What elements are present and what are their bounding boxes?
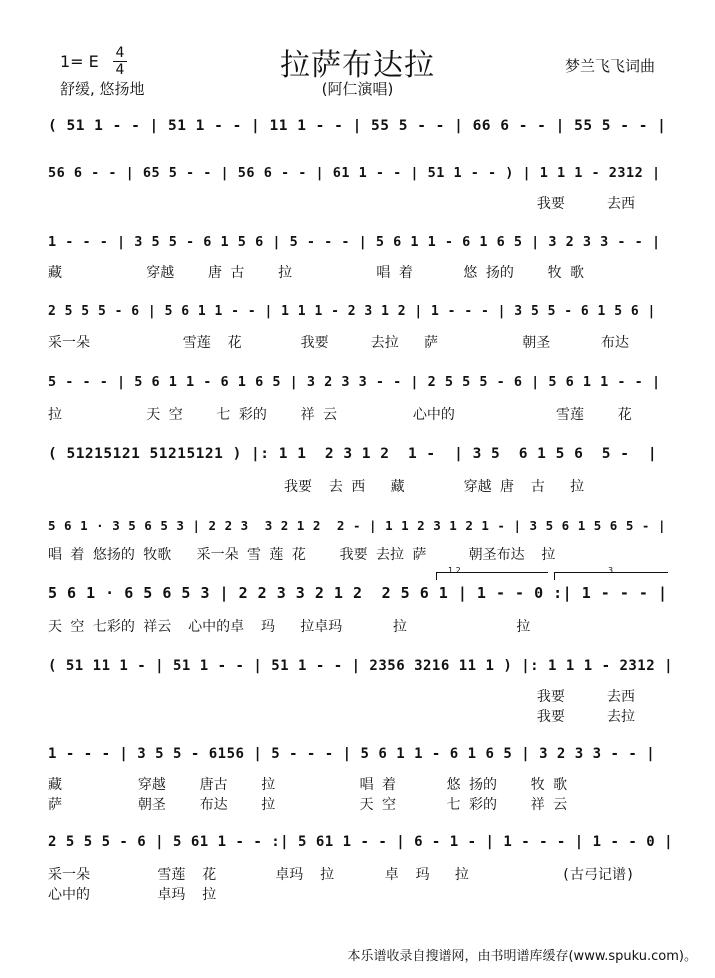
tempo-marking: 舒缓, 悠扬地 (60, 80, 145, 98)
staff-system-5 (48, 374, 674, 429)
staff-system-3 (48, 234, 674, 289)
staff-system-6 (48, 446, 674, 501)
lyric-line: 我要 去西 (48, 689, 636, 705)
time-signature-bottom: 4 (115, 62, 125, 78)
notation-line: ( 51 11 1 - | 51 1 - - | 51 1 - - | 2356 3216 11 1 ) |: 1 1 1 - 2312 | (48, 658, 674, 674)
notation-line: 5 6 1 · 6 5 6 5 3 | 2 2 3 3 2 1 2 2 5 6 1 | 1 - - 0 :| 1 - - - | (48, 584, 668, 602)
song-title: 拉萨布达拉 (280, 48, 435, 83)
staff-system-4 (48, 304, 674, 359)
staff-system-7 (48, 518, 674, 573)
staff-system-10 (48, 746, 674, 816)
lyric-line: 萨 朝圣 布达 拉 天 空 七 彩的 祥 云 (48, 797, 568, 813)
staff-system-1 (48, 118, 674, 158)
lyric-line: 我要 去拉 (48, 709, 636, 725)
volta-ending-2: 3. (608, 566, 616, 575)
notation-line: 5 - - - | 5 6 1 1 - 6 1 6 5 | 3 2 3 3 - - | 2 5 5 5 - 6 | 5 6 1 1 - - | (48, 374, 661, 390)
time-signature (113, 46, 127, 77)
volta-bracket (436, 572, 548, 573)
lyric-line: 采一朵 雪莲 花 卓玛 拉 卓 玛 拉 (古弓记谱) (48, 867, 635, 883)
notation-line: ( 51 1 - - | 51 1 - - | 11 1 - - | 55 5 - - | 66 6 - - | 55 5 - - | (48, 118, 667, 134)
lyric-line: 藏 穿越 唐 古 拉 唱 着 悠 扬的 牧 歌 (48, 265, 585, 281)
volta-bracket (554, 572, 668, 573)
composer-credit: 梦兰飞飞词曲 (564, 57, 655, 75)
volta-tick (436, 572, 437, 580)
notation-line: 1 - - - | 3 5 5 - 6 1 5 6 | 5 - - - | 5 6 1 1 - 6 1 6 5 | 3 2 3 3 - - | (48, 234, 661, 250)
key-signature: 1= E (60, 52, 99, 71)
volta-tick (554, 572, 555, 580)
performer-subtitle: (阿仁演唱) (321, 80, 394, 98)
lyric-line: 藏 穿越 唐古 拉 唱 着 悠 扬的 牧 歌 (48, 777, 568, 793)
lyric-line: 天 空 七彩的 祥云 心中的卓 玛 拉卓玛 拉 拉 (48, 619, 531, 635)
time-signature-top: 4 (115, 45, 125, 61)
staff-system-11 (48, 834, 674, 904)
staff-system-8 (48, 566, 674, 644)
lyric-line: 我要 去 西 藏 穿越 唐 古 拉 (48, 479, 585, 495)
notation-line: 2 5 5 5 - 6 | 5 61 1 - - :| 5 61 1 - - | 6 - 1 - | 1 - - - | 1 - - 0 | (48, 834, 674, 850)
source-footer: 本乐谱收录自搜谱网，由书明谱库缓存(www.spuku.com)。 (347, 949, 697, 964)
notation-line: 1 - - - | 3 5 5 - 6156 | 5 - - - | 5 6 1 1 - 6 1 6 5 | 3 2 3 3 - - | (48, 746, 656, 762)
notation-line: ( 51215121 51215121 ) |: 1 1 2 3 1 2 1 - | 3 5 6 1 5 6 5 - | (48, 446, 658, 462)
lyric-line: 唱 着 悠扬的 牧歌 采一朵 雪 莲 花 我要 去拉 萨 朝圣布达 拉 (48, 547, 556, 563)
volta-ending-1: 1.2. (448, 566, 464, 575)
notation-line: 5 6 1 · 3 5 6 5 3 | 2 2 3 3 2 1 2 2 - | 1 1 2 3 1 2 1 - | 3 5 6 1 5 6 5 - | (48, 518, 666, 533)
lyric-line: 心中的 卓玛 拉 (48, 887, 217, 903)
notation-line: 56 6 - - | 65 5 - - | 56 6 - - | 61 1 - - | 51 1 - - ) | 1 1 1 - 2312 | (48, 165, 661, 181)
lyric-line: 我要 去西 (48, 196, 636, 212)
lyric-line: 采一朵 雪莲 花 我要 去拉 萨 朝圣 布达 (48, 335, 629, 351)
lyric-line: 拉 天 空 七 彩的 祥 云 心中的 雪莲 花 (48, 407, 632, 423)
staff-system-2 (48, 165, 674, 220)
staff-system-9 (48, 658, 674, 728)
notation-line: 2 5 5 5 - 6 | 5 6 1 1 - - | 1 1 1 - 2 3 1 2 | 1 - - - | 3 5 5 - 6 1 5 6 | (48, 304, 656, 319)
